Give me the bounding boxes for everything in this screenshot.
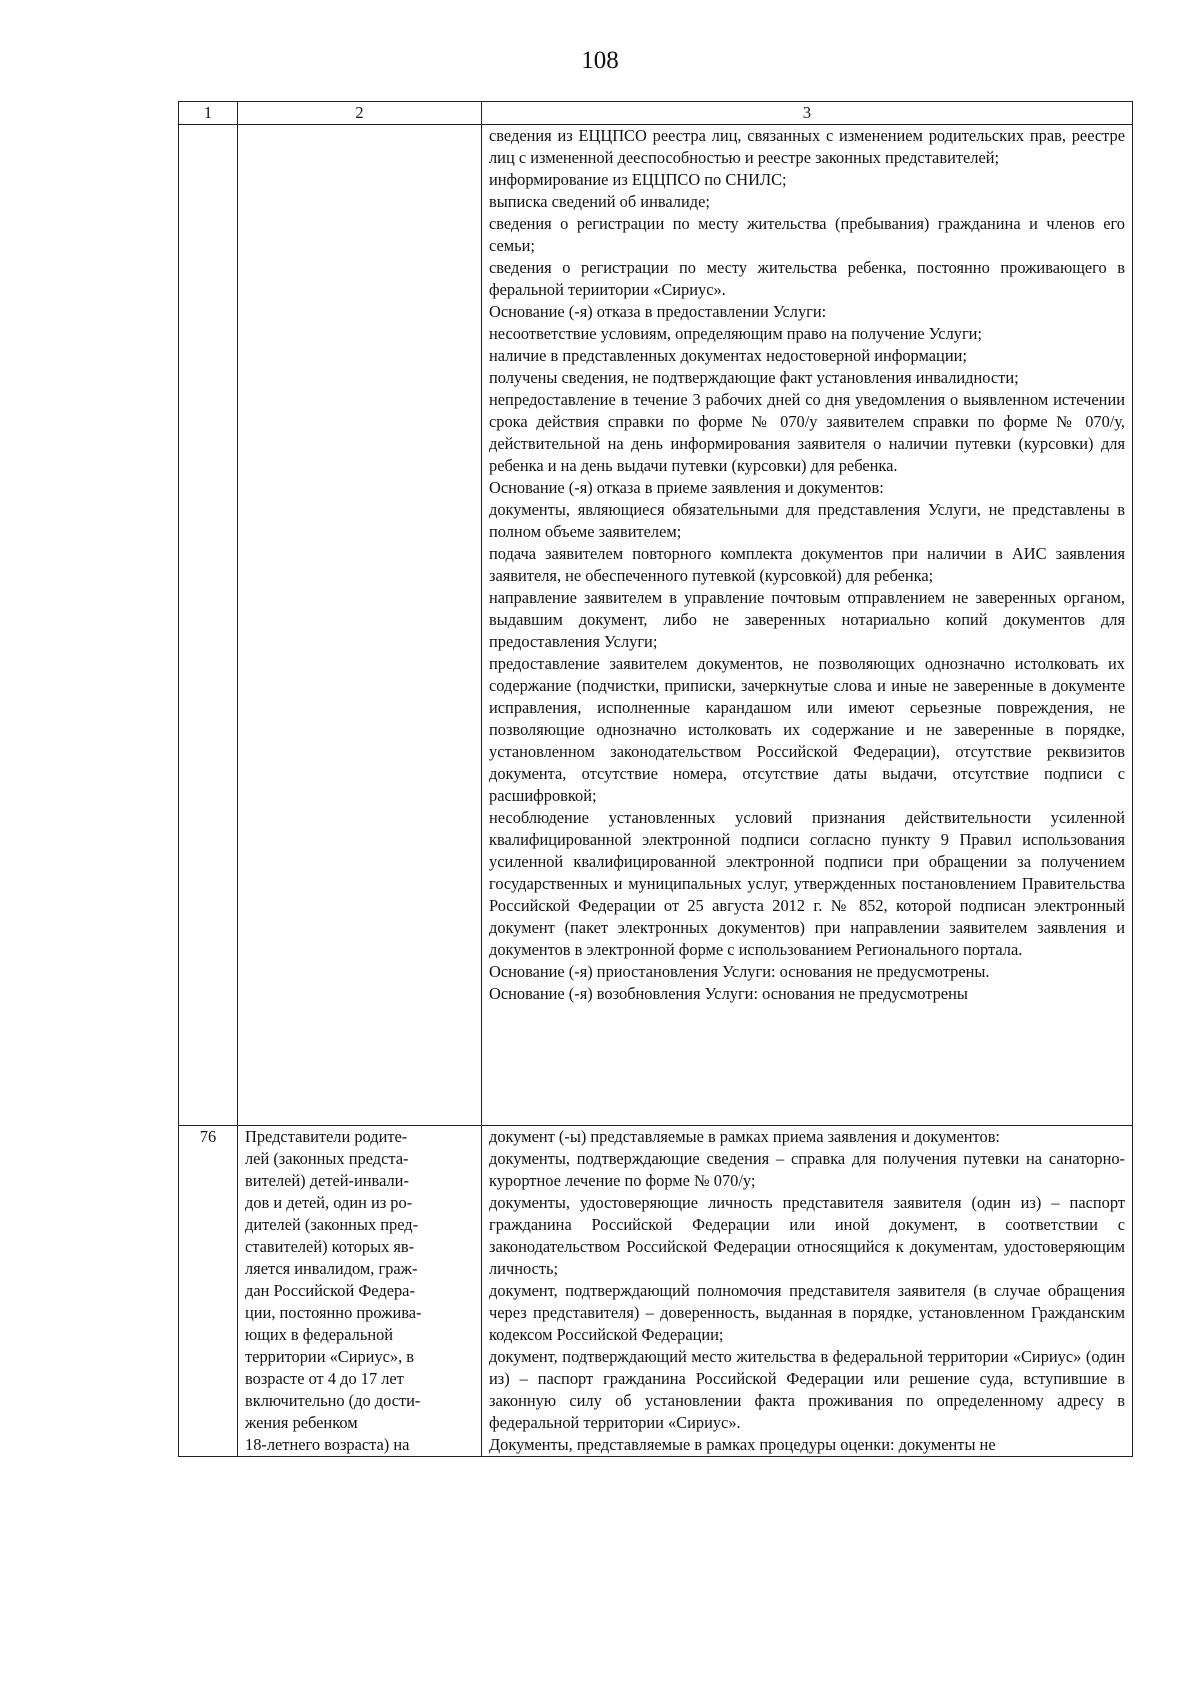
text-line: территории «Сириус», в	[245, 1347, 415, 1366]
text-line: лей (законных предста-	[245, 1149, 409, 1168]
paragraph: документ, подтверждающий место жительства в федеральной территории «Сириус» (один из) – паспорт гражданина Российской Федерации или решение суда, вступившие в законную силу об установлении факта проживания по определенному адресу в федеральной территории «Сириус».	[489, 1347, 1125, 1432]
text-line: дан Российской Федера-	[245, 1281, 415, 1300]
text-line: Представители родите-	[245, 1127, 408, 1146]
recipient-category-cell	[238, 1126, 482, 1457]
table-row-76	[179, 1126, 1133, 1457]
text-line: дов и детей, один из ро-	[245, 1193, 413, 1212]
paragraph: наличие в представленных документах недостоверной информации;	[489, 346, 967, 365]
text-line: ляется инвалидом, граж-	[245, 1259, 418, 1278]
header-col-3: 3	[482, 102, 1133, 125]
header-col-1: 1	[179, 102, 238, 125]
paragraph: Основание (-я) возобновления Услуги: основания не предусмотрены	[489, 984, 968, 1003]
paragraph: Основание (-я) отказа в приеме заявления и документов:	[489, 478, 884, 497]
paragraph: несоблюдение установленных условий признания действительности усиленной квалифицированной электронной подписи согласно пункту 9 Правил использования усиленной квалифицированной электронной подписи при обращении за получением государственных и муниципальных услуг, утвержденных постановлением Правительства Российской Федерации от 25 августа 2012 г. № 852, которой подписан электронный документ (пакет электронных документов) при направлении заявителем заявления и документов в электронной форме с использованием Регионального портала.	[489, 808, 1125, 959]
paragraph: Основание (-я) отказа в предоставлении Услуги:	[489, 302, 827, 321]
paragraph: выписка сведений об инвалиде;	[489, 192, 710, 211]
documents-cell	[482, 1126, 1133, 1457]
row-number-cell: 76	[179, 1126, 238, 1457]
paragraph: подача заявителем повторного комплекта документов при наличии в АИС заявления заявителя, не обеспеченного путевкой (курсовкой) для ребенка;	[489, 544, 1125, 585]
paragraph: несоответствие условиям, определяющим право на получение Услуги;	[489, 324, 982, 343]
row-number-cell	[179, 125, 238, 1126]
text-line: возрасте от 4 до 17 лет	[245, 1369, 404, 1388]
paragraph: получены сведения, не подтверждающие факт установления инвалидности;	[489, 368, 1019, 387]
paragraph: документ (-ы) представляемые в рамках приема заявления и документов:	[489, 1127, 1000, 1146]
text-line: ции, постоянно прожива-	[245, 1303, 422, 1322]
paragraph: документ, подтверждающий полномочия представителя заявителя (в случае обращения через представителя) – доверенность, выданная в порядке, установленном Гражданским кодексом Российской Федерации;	[489, 1281, 1125, 1344]
text-line: жения ребенком	[245, 1413, 358, 1432]
text-line: включительно (до дости-	[245, 1391, 421, 1410]
recipient-category-cell	[238, 125, 482, 1126]
text-line: ставителей) которых яв-	[245, 1237, 415, 1256]
paragraph: документы, подтверждающие сведения – справка для получения путевки на санаторно-курортное лечение по форме № 070/у;	[489, 1149, 1125, 1190]
paragraph: сведения о регистрации по месту жительства ребенка, постоянно проживающего в феральной териитории «Сириус».	[489, 258, 1125, 299]
text-line: вителей) детей-инвали-	[245, 1171, 409, 1190]
paragraph: сведения из ЕЦЦПСО реестра лиц, связанных с изменением родительских прав, реестре лиц с измененной дееспособностью и реестре законных представителей;	[489, 126, 1125, 167]
text-line: ющих в федеральной	[245, 1325, 394, 1344]
header-col-2: 2	[238, 102, 482, 125]
document-table	[178, 101, 1133, 1457]
page-number: 108	[581, 47, 619, 74]
text-line: дителей (законных пред-	[245, 1215, 419, 1234]
paragraph: информирование из ЕЦЦПСО по СНИЛС;	[489, 170, 787, 189]
documents-cell	[482, 125, 1133, 1126]
paragraph: сведения о регистрации по месту жительства (пребывания) гражданина и членов его семьи;	[489, 214, 1125, 255]
text-line: 18-летнего возраста) на	[245, 1435, 410, 1454]
paragraph: непредоставление в течение 3 рабочих дней со дня уведомления о выявленном истечении срока действия справки по форме № 070/у заявителем справки по форме № 070/у, действительной на день информирования заявителя о наличии путевки (курсовки) для ребенка и на день выдачи путевки (курсовки) для ребенка.	[489, 390, 1125, 475]
table-row-continuation	[179, 125, 1133, 1126]
paragraph: документы, удостоверяющие личность представителя заявителя (один из) – паспорт гражданина Российской Федерации или иной документ, в соответствии с законодательством Российской Федерации относящийся к документам, удостоверяющим личность;	[489, 1193, 1125, 1278]
paragraph: Документы, представляемые в рамках процедуры оценки: документы не	[489, 1435, 996, 1454]
paragraph: Основание (-я) приостановления Услуги: основания не предусмотрены.	[489, 962, 990, 981]
table-header-row	[179, 102, 1133, 125]
paragraph: направление заявителем в управление почтовым отправлением не заверенных органом, выдавшим документ, либо не заверенных нотариально копий документов для предоставления Услуги;	[489, 588, 1125, 651]
paragraph: документы, являющиеся обязательными для представления Услуги, не представлены в полном объеме заявителем;	[489, 500, 1125, 541]
paragraph: предоставление заявителем документов, не позволяющих однозначно истолковать их содержание (подчистки, приписки, зачеркнутые слова и иные не заверенные в документе исправления, исполненные карандашом или имеют серьезные повреждения, не позволяющие однозначно истолковать их содержание и не заверенные в порядке, установленном законодательством Российской Федерации), отсутствие реквизитов документа, отсутствие номера, отсутствие даты выдачи, отсутствие подписи с расшифровкой;	[489, 654, 1125, 805]
